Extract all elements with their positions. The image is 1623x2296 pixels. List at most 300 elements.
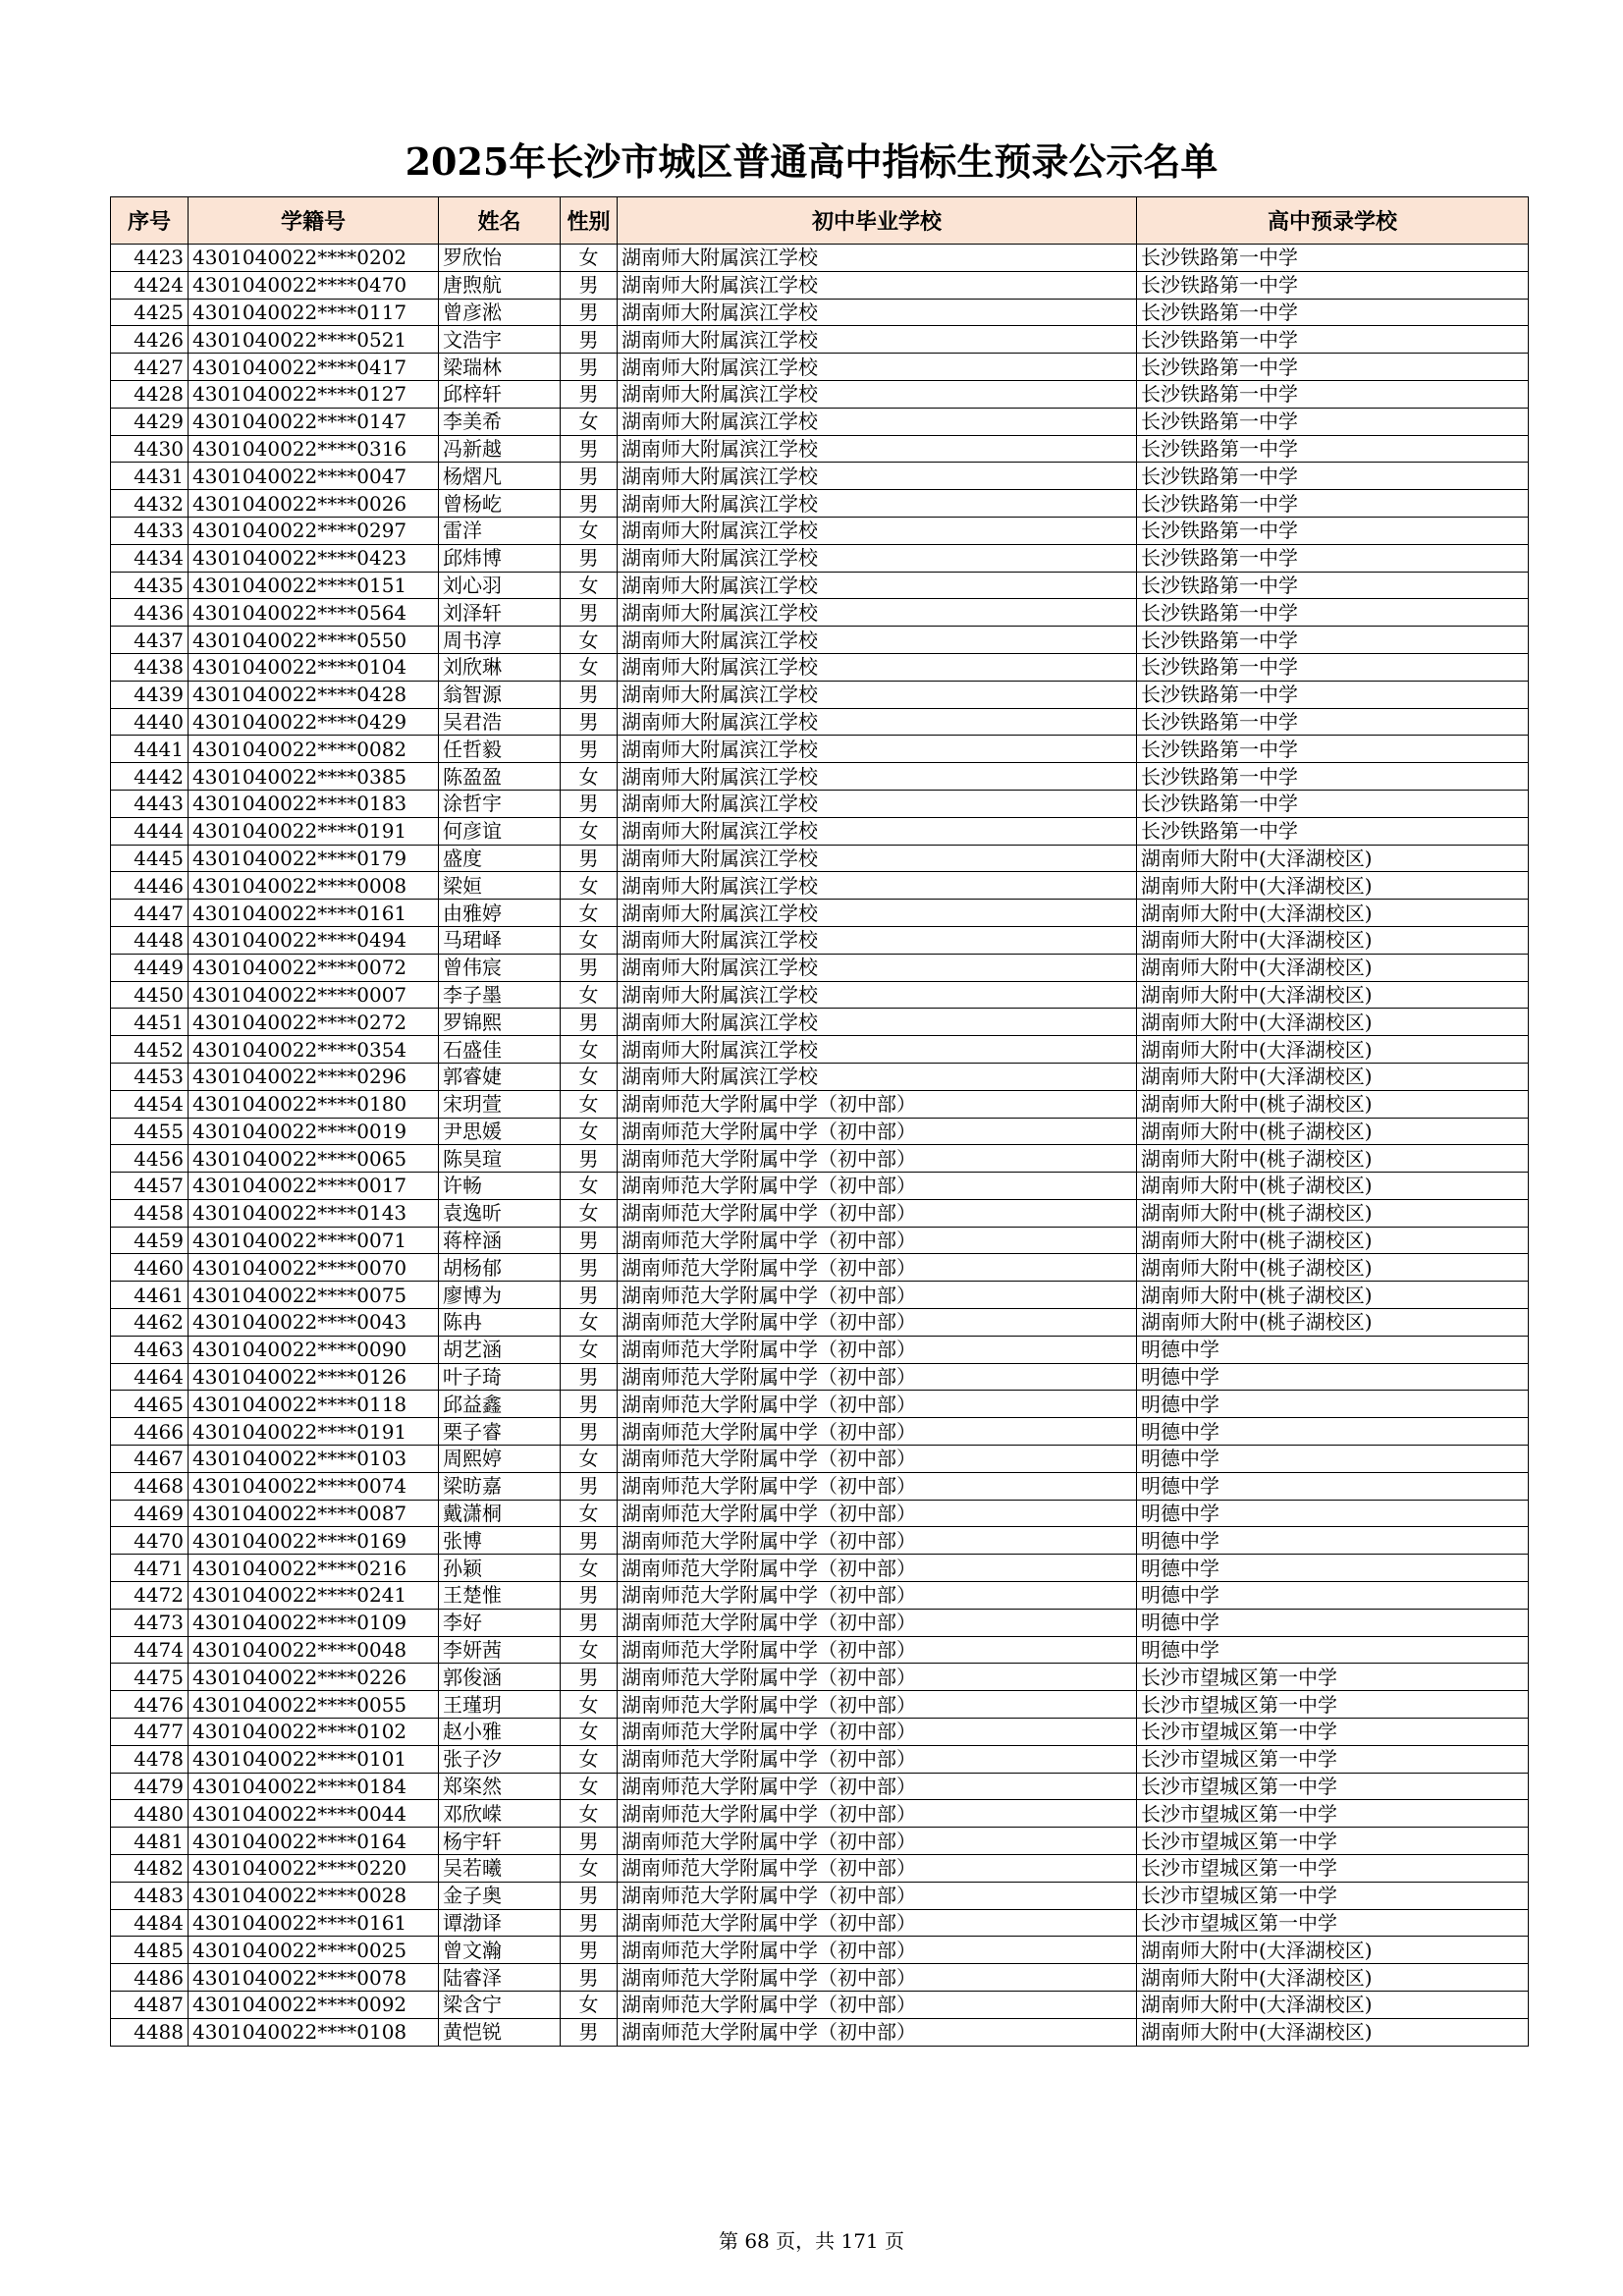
- name-cell: 刘欣琳: [439, 653, 561, 681]
- high-school-cell: 湖南师大附中(桃子湖校区): [1137, 1090, 1529, 1118]
- middle-school-cell: 湖南师范大学附属中学（初中部）: [618, 1609, 1137, 1636]
- gender-cell: 女: [561, 981, 618, 1009]
- serial-number-cell: 4465: [111, 1391, 189, 1418]
- serial-number-cell: 4433: [111, 517, 189, 544]
- table-row: [111, 1609, 1529, 1636]
- high-school-cell: 湖南师大附中(大泽湖校区): [1137, 926, 1529, 954]
- serial-number-cell: 4432: [111, 490, 189, 518]
- student-id-cell: 4301040022****0104: [189, 653, 439, 681]
- name-cell: 郭俊涵: [439, 1664, 561, 1691]
- serial-number-cell: 4425: [111, 299, 189, 326]
- serial-number-cell: 4460: [111, 1254, 189, 1282]
- name-cell: 李美希: [439, 408, 561, 435]
- table-row: [111, 1446, 1529, 1473]
- student-id-cell: 4301040022****0354: [189, 1036, 439, 1064]
- gender-cell: 女: [561, 517, 618, 544]
- table-row: [111, 1773, 1529, 1800]
- student-id-cell: 4301040022****0296: [189, 1063, 439, 1090]
- table-row: [111, 627, 1529, 654]
- middle-school-cell: 湖南师范大学附属中学（初中部）: [618, 1173, 1137, 1200]
- table-row: [111, 1745, 1529, 1773]
- table-row: [111, 1227, 1529, 1254]
- table-row: [111, 380, 1529, 408]
- name-cell: 周熙婷: [439, 1446, 561, 1473]
- name-cell: 梁姮: [439, 872, 561, 900]
- high-school-cell: 湖南师大附中(大泽湖校区): [1137, 1937, 1529, 1964]
- table-header-row: [111, 197, 1529, 245]
- gender-cell: 女: [561, 653, 618, 681]
- student-id-cell: 4301040022****0216: [189, 1555, 439, 1582]
- middle-school-cell: 湖南师大附属滨江学校: [618, 627, 1137, 654]
- gender-cell: 女: [561, 572, 618, 599]
- student-id-cell: 4301040022****0417: [189, 354, 439, 381]
- serial-number-cell: 4461: [111, 1282, 189, 1309]
- serial-number-cell: 4488: [111, 2018, 189, 2046]
- gender-cell: 女: [561, 900, 618, 927]
- name-cell: 谭渤译: [439, 1909, 561, 1937]
- serial-number-cell: 4458: [111, 1199, 189, 1227]
- table-row: [111, 1363, 1529, 1391]
- serial-number-cell: 4464: [111, 1363, 189, 1391]
- high-school-cell: 湖南师大附中(大泽湖校区): [1137, 981, 1529, 1009]
- serial-number-cell: 4467: [111, 1446, 189, 1473]
- serial-number-cell: 4442: [111, 763, 189, 791]
- middle-school-cell: 湖南师范大学附属中学（初中部）: [618, 1090, 1137, 1118]
- name-cell: 胡杨郁: [439, 1254, 561, 1282]
- serial-number-cell: 4441: [111, 736, 189, 763]
- table-row: [111, 1527, 1529, 1555]
- gender-cell: 男: [561, 1282, 618, 1309]
- name-cell: 邓欣嵘: [439, 1800, 561, 1828]
- gender-cell: 男: [561, 1582, 618, 1610]
- high-school-cell: 明德中学: [1137, 1446, 1529, 1473]
- serial-number-cell: 4463: [111, 1336, 189, 1363]
- high-school-cell: 明德中学: [1137, 1363, 1529, 1391]
- serial-number-cell: 4444: [111, 817, 189, 845]
- high-school-cell: 长沙铁路第一中学: [1137, 271, 1529, 299]
- table-row: [111, 2018, 1529, 2046]
- name-cell: 梁含宁: [439, 1992, 561, 2019]
- high-school-cell: 明德中学: [1137, 1636, 1529, 1664]
- serial-number-cell: 4477: [111, 1719, 189, 1746]
- gender-cell: 女: [561, 245, 618, 272]
- serial-number-cell: 4431: [111, 463, 189, 490]
- name-cell: 蒋梓涵: [439, 1227, 561, 1254]
- student-id-cell: 4301040022****0385: [189, 763, 439, 791]
- name-cell: 宋玥萱: [439, 1090, 561, 1118]
- table-row: [111, 1282, 1529, 1309]
- middle-school-cell: 湖南师大附属滨江学校: [618, 245, 1137, 272]
- high-school-cell: 明德中学: [1137, 1555, 1529, 1582]
- gender-cell: 女: [561, 1336, 618, 1363]
- high-school-cell: 长沙铁路第一中学: [1137, 408, 1529, 435]
- high-school-cell: 长沙铁路第一中学: [1137, 681, 1529, 708]
- student-id-cell: 4301040022****0007: [189, 981, 439, 1009]
- middle-school-cell: 湖南师大附属滨江学校: [618, 736, 1137, 763]
- student-id-cell: 4301040022****0151: [189, 572, 439, 599]
- middle-school-cell: 湖南师范大学附属中学（初中部）: [618, 1555, 1137, 1582]
- student-id-cell: 4301040022****0028: [189, 1882, 439, 1909]
- student-id-cell: 4301040022****0102: [189, 1719, 439, 1746]
- table-row: [111, 1828, 1529, 1855]
- high-school-cell: 长沙铁路第一中学: [1137, 435, 1529, 463]
- gender-cell: 女: [561, 1555, 618, 1582]
- student-id-cell: 4301040022****0072: [189, 954, 439, 981]
- student-id-cell: 4301040022****0169: [189, 1527, 439, 1555]
- middle-school-cell: 湖南师大附属滨江学校: [618, 354, 1137, 381]
- high-school-cell: 长沙市望城区第一中学: [1137, 1855, 1529, 1883]
- table-row: [111, 599, 1529, 627]
- name-cell: 陈盈盈: [439, 763, 561, 791]
- name-cell: 刘泽轩: [439, 599, 561, 627]
- table-row: [111, 1472, 1529, 1500]
- middle-school-cell: 湖南师范大学附属中学（初中部）: [618, 1199, 1137, 1227]
- gender-cell: 女: [561, 627, 618, 654]
- student-id-cell: 4301040022****0241: [189, 1582, 439, 1610]
- high-school-cell: 湖南师大附中(大泽湖校区): [1137, 1036, 1529, 1064]
- gender-cell: 男: [561, 271, 618, 299]
- table-row: [111, 1063, 1529, 1090]
- middle-school-cell: 湖南师范大学附属中学（初中部）: [618, 1664, 1137, 1691]
- name-cell: 陈昊瑄: [439, 1145, 561, 1173]
- gender-cell: 男: [561, 463, 618, 490]
- high-school-cell: 长沙市望城区第一中学: [1137, 1882, 1529, 1909]
- header-serial-number: 序号: [111, 197, 189, 245]
- high-school-cell: 湖南师大附中(桃子湖校区): [1137, 1145, 1529, 1173]
- table-row: [111, 299, 1529, 326]
- footer-suffix: 页: [885, 2229, 905, 2253]
- high-school-cell: 明德中学: [1137, 1336, 1529, 1363]
- serial-number-cell: 4446: [111, 872, 189, 900]
- serial-number-cell: 4483: [111, 1882, 189, 1909]
- middle-school-cell: 湖南师范大学附属中学（初中部）: [618, 1500, 1137, 1527]
- serial-number-cell: 4426: [111, 326, 189, 354]
- high-school-cell: 长沙铁路第一中学: [1137, 817, 1529, 845]
- student-id-cell: 4301040022****0161: [189, 1909, 439, 1937]
- name-cell: 翁智源: [439, 681, 561, 708]
- gender-cell: 女: [561, 817, 618, 845]
- student-id-cell: 4301040022****0127: [189, 380, 439, 408]
- middle-school-cell: 湖南师大附属滨江学校: [618, 845, 1137, 872]
- table-row: [111, 1555, 1529, 1582]
- student-id-cell: 4301040022****0092: [189, 1992, 439, 2019]
- header-high-school: 高中预录学校: [1137, 197, 1529, 245]
- serial-number-cell: 4452: [111, 1036, 189, 1064]
- student-id-cell: 4301040022****0108: [189, 2018, 439, 2046]
- student-id-cell: 4301040022****0183: [189, 790, 439, 817]
- student-id-cell: 4301040022****0494: [189, 926, 439, 954]
- student-id-cell: 4301040022****0109: [189, 1609, 439, 1636]
- serial-number-cell: 4443: [111, 790, 189, 817]
- table-row: [111, 572, 1529, 599]
- student-id-cell: 4301040022****0074: [189, 1472, 439, 1500]
- name-cell: 周书淳: [439, 627, 561, 654]
- table-row: [111, 1855, 1529, 1883]
- high-school-cell: 长沙铁路第一中学: [1137, 354, 1529, 381]
- middle-school-cell: 湖南师范大学附属中学（初中部）: [618, 1937, 1137, 1964]
- middle-school-cell: 湖南师大附属滨江学校: [618, 900, 1137, 927]
- high-school-cell: 明德中学: [1137, 1609, 1529, 1636]
- name-cell: 曾文瀚: [439, 1937, 561, 1964]
- middle-school-cell: 湖南师大附属滨江学校: [618, 790, 1137, 817]
- footer-prefix: 第: [718, 2229, 738, 2253]
- gender-cell: 男: [561, 1964, 618, 1992]
- middle-school-cell: 湖南师大附属滨江学校: [618, 926, 1137, 954]
- high-school-cell: 明德中学: [1137, 1500, 1529, 1527]
- middle-school-cell: 湖南师大附属滨江学校: [618, 1036, 1137, 1064]
- serial-number-cell: 4447: [111, 900, 189, 927]
- name-cell: 雷洋: [439, 517, 561, 544]
- high-school-cell: 长沙铁路第一中学: [1137, 627, 1529, 654]
- student-id-cell: 4301040022****0008: [189, 872, 439, 900]
- student-id-cell: 4301040022****0047: [189, 463, 439, 490]
- name-cell: 吴君浩: [439, 708, 561, 736]
- middle-school-cell: 湖南师大附属滨江学校: [618, 517, 1137, 544]
- table-row: [111, 1937, 1529, 1964]
- gender-cell: 男: [561, 1664, 618, 1691]
- name-cell: 栗子睿: [439, 1418, 561, 1446]
- serial-number-cell: 4437: [111, 627, 189, 654]
- gender-cell: 男: [561, 1254, 618, 1282]
- name-cell: 张博: [439, 1527, 561, 1555]
- student-id-cell: 4301040022****0044: [189, 1800, 439, 1828]
- gender-cell: 男: [561, 736, 618, 763]
- serial-number-cell: 4482: [111, 1855, 189, 1883]
- middle-school-cell: 湖南师大附属滨江学校: [618, 490, 1137, 518]
- name-cell: 袁逸昕: [439, 1199, 561, 1227]
- name-cell: 曾伟宸: [439, 954, 561, 981]
- header-student-id: 学籍号: [189, 197, 439, 245]
- gender-cell: 男: [561, 845, 618, 872]
- footer-mid: 页，共: [776, 2229, 836, 2253]
- middle-school-cell: 湖南师范大学附属中学（初中部）: [618, 1254, 1137, 1282]
- high-school-cell: 湖南师大附中(大泽湖校区): [1137, 900, 1529, 927]
- table-row: [111, 408, 1529, 435]
- table-row: [111, 1254, 1529, 1282]
- serial-number-cell: 4430: [111, 435, 189, 463]
- table-row: [111, 1882, 1529, 1909]
- gender-cell: 女: [561, 926, 618, 954]
- name-cell: 石盛佳: [439, 1036, 561, 1064]
- name-cell: 王瑾玥: [439, 1691, 561, 1719]
- middle-school-cell: 湖南师范大学附属中学（初中部）: [618, 1964, 1137, 1992]
- name-cell: 尹思媛: [439, 1118, 561, 1145]
- middle-school-cell: 湖南师大附属滨江学校: [618, 954, 1137, 981]
- middle-school-cell: 湖南师大附属滨江学校: [618, 380, 1137, 408]
- table-row: [111, 354, 1529, 381]
- gender-cell: 女: [561, 1992, 618, 2019]
- name-cell: 罗锦熙: [439, 1009, 561, 1036]
- serial-number-cell: 4484: [111, 1909, 189, 1937]
- name-cell: 杨宇轩: [439, 1828, 561, 1855]
- gender-cell: 女: [561, 1800, 618, 1828]
- student-id-cell: 4301040022****0070: [189, 1254, 439, 1282]
- serial-number-cell: 4472: [111, 1582, 189, 1610]
- table-row: [111, 872, 1529, 900]
- name-cell: 由雅婷: [439, 900, 561, 927]
- middle-school-cell: 湖南师大附属滨江学校: [618, 708, 1137, 736]
- gender-cell: 男: [561, 1145, 618, 1173]
- high-school-cell: 长沙市望城区第一中学: [1137, 1909, 1529, 1937]
- high-school-cell: 长沙铁路第一中学: [1137, 790, 1529, 817]
- name-cell: 罗欣怡: [439, 245, 561, 272]
- gender-cell: 男: [561, 1882, 618, 1909]
- high-school-cell: 湖南师大附中(桃子湖校区): [1137, 1254, 1529, 1282]
- gender-cell: 男: [561, 1391, 618, 1418]
- table-row: [111, 435, 1529, 463]
- table-row: [111, 1964, 1529, 1992]
- student-id-cell: 4301040022****0316: [189, 435, 439, 463]
- table-row: [111, 708, 1529, 736]
- student-id-cell: 4301040022****0164: [189, 1828, 439, 1855]
- student-id-cell: 4301040022****0272: [189, 1009, 439, 1036]
- gender-cell: 男: [561, 326, 618, 354]
- high-school-cell: 湖南师大附中(桃子湖校区): [1137, 1227, 1529, 1254]
- middle-school-cell: 湖南师范大学附属中学（初中部）: [618, 1227, 1137, 1254]
- table-row: [111, 1582, 1529, 1610]
- high-school-cell: 长沙市望城区第一中学: [1137, 1719, 1529, 1746]
- name-cell: 吴若曦: [439, 1855, 561, 1883]
- name-cell: 胡艺涵: [439, 1336, 561, 1363]
- serial-number-cell: 4486: [111, 1964, 189, 1992]
- gender-cell: 男: [561, 1527, 618, 1555]
- middle-school-cell: 湖南师范大学附属中学（初中部）: [618, 1309, 1137, 1337]
- header-middle-school: 初中毕业学校: [618, 197, 1137, 245]
- high-school-cell: 湖南师大附中(大泽湖校区): [1137, 2018, 1529, 2046]
- student-id-cell: 4301040022****0470: [189, 271, 439, 299]
- student-id-cell: 4301040022****0082: [189, 736, 439, 763]
- student-id-cell: 4301040022****0126: [189, 1363, 439, 1391]
- table-row: [111, 653, 1529, 681]
- table-row: [111, 1664, 1529, 1691]
- serial-number-cell: 4438: [111, 653, 189, 681]
- serial-number-cell: 4475: [111, 1664, 189, 1691]
- high-school-cell: 长沙市望城区第一中学: [1137, 1691, 1529, 1719]
- serial-number-cell: 4424: [111, 271, 189, 299]
- high-school-cell: 长沙铁路第一中学: [1137, 517, 1529, 544]
- name-cell: 盛度: [439, 845, 561, 872]
- gender-cell: 男: [561, 544, 618, 572]
- high-school-cell: 长沙铁路第一中学: [1137, 544, 1529, 572]
- table-row: [111, 1636, 1529, 1664]
- table-row: [111, 1800, 1529, 1828]
- student-id-cell: 4301040022****0179: [189, 845, 439, 872]
- table-row: [111, 681, 1529, 708]
- high-school-cell: 湖南师大附中(桃子湖校区): [1137, 1118, 1529, 1145]
- high-school-cell: 湖南师大附中(大泽湖校区): [1137, 1992, 1529, 2019]
- table-row: [111, 1909, 1529, 1937]
- middle-school-cell: 湖南师大附属滨江学校: [618, 408, 1137, 435]
- middle-school-cell: 湖南师大附属滨江学校: [618, 872, 1137, 900]
- serial-number-cell: 4450: [111, 981, 189, 1009]
- gender-cell: 男: [561, 954, 618, 981]
- high-school-cell: 湖南师大附中(桃子湖校区): [1137, 1173, 1529, 1200]
- serial-number-cell: 4479: [111, 1773, 189, 1800]
- name-cell: 郭睿婕: [439, 1063, 561, 1090]
- table-row: [111, 1173, 1529, 1200]
- serial-number-cell: 4480: [111, 1800, 189, 1828]
- middle-school-cell: 湖南师范大学附属中学（初中部）: [618, 1882, 1137, 1909]
- name-cell: 李子墨: [439, 981, 561, 1009]
- serial-number-cell: 4457: [111, 1173, 189, 1200]
- serial-number-cell: 4468: [111, 1472, 189, 1500]
- middle-school-cell: 湖南师范大学附属中学（初中部）: [618, 1418, 1137, 1446]
- high-school-cell: 长沙铁路第一中学: [1137, 490, 1529, 518]
- high-school-cell: 湖南师大附中(桃子湖校区): [1137, 1282, 1529, 1309]
- gender-cell: 女: [561, 1691, 618, 1719]
- name-cell: 许畅: [439, 1173, 561, 1200]
- serial-number-cell: 4440: [111, 708, 189, 736]
- name-cell: 陈冉: [439, 1309, 561, 1337]
- student-id-cell: 4301040022****0184: [189, 1773, 439, 1800]
- table-row: [111, 900, 1529, 927]
- student-id-cell: 4301040022****0017: [189, 1173, 439, 1200]
- serial-number-cell: 4485: [111, 1937, 189, 1964]
- middle-school-cell: 湖南师大附属滨江学校: [618, 599, 1137, 627]
- student-id-cell: 4301040022****0428: [189, 681, 439, 708]
- student-id-cell: 4301040022****0161: [189, 900, 439, 927]
- serial-number-cell: 4449: [111, 954, 189, 981]
- gender-cell: 男: [561, 490, 618, 518]
- table-row: [111, 271, 1529, 299]
- name-cell: 曾杨屹: [439, 490, 561, 518]
- middle-school-cell: 湖南师范大学附属中学（初中部）: [618, 1828, 1137, 1855]
- gender-cell: 男: [561, 1418, 618, 1446]
- middle-school-cell: 湖南师范大学附属中学（初中部）: [618, 1145, 1137, 1173]
- middle-school-cell: 湖南师范大学附属中学（初中部）: [618, 2018, 1137, 2046]
- middle-school-cell: 湖南师范大学附属中学（初中部）: [618, 1636, 1137, 1664]
- table-row: [111, 1036, 1529, 1064]
- high-school-cell: 长沙铁路第一中学: [1137, 736, 1529, 763]
- name-cell: 黄恺锐: [439, 2018, 561, 2046]
- high-school-cell: 湖南师大附中(大泽湖校区): [1137, 845, 1529, 872]
- student-id-cell: 4301040022****0297: [189, 517, 439, 544]
- high-school-cell: 长沙铁路第一中学: [1137, 653, 1529, 681]
- table-row: [111, 1090, 1529, 1118]
- footer-total-pages: 171: [840, 2229, 879, 2253]
- name-cell: 任哲毅: [439, 736, 561, 763]
- serial-number-cell: 4429: [111, 408, 189, 435]
- student-id-cell: 4301040022****0117: [189, 299, 439, 326]
- header-gender: 性别: [561, 197, 618, 245]
- middle-school-cell: 湖南师范大学附属中学（初中部）: [618, 1800, 1137, 1828]
- middle-school-cell: 湖南师范大学附属中学（初中部）: [618, 1582, 1137, 1610]
- student-id-cell: 4301040022****0043: [189, 1309, 439, 1337]
- name-cell: 文浩宇: [439, 326, 561, 354]
- serial-number-cell: 4470: [111, 1527, 189, 1555]
- student-id-cell: 4301040022****0550: [189, 627, 439, 654]
- student-id-cell: 4301040022****0103: [189, 1446, 439, 1473]
- student-id-cell: 4301040022****0019: [189, 1118, 439, 1145]
- student-id-cell: 4301040022****0191: [189, 1418, 439, 1446]
- table-row: [111, 1009, 1529, 1036]
- high-school-cell: 长沙市望城区第一中学: [1137, 1773, 1529, 1800]
- page-footer: [0, 2225, 1623, 2254]
- gender-cell: 男: [561, 708, 618, 736]
- high-school-cell: 明德中学: [1137, 1527, 1529, 1555]
- student-id-cell: 4301040022****0118: [189, 1391, 439, 1418]
- student-id-cell: 4301040022****0048: [189, 1636, 439, 1664]
- serial-number-cell: 4445: [111, 845, 189, 872]
- table-row: [111, 1992, 1529, 2019]
- gender-cell: 女: [561, 1309, 618, 1337]
- footer-page-number: 68: [744, 2229, 770, 2253]
- high-school-cell: 长沙市望城区第一中学: [1137, 1800, 1529, 1828]
- middle-school-cell: 湖南师大附属滨江学校: [618, 544, 1137, 572]
- student-id-cell: 4301040022****0055: [189, 1691, 439, 1719]
- table-row: [111, 845, 1529, 872]
- table-row: [111, 490, 1529, 518]
